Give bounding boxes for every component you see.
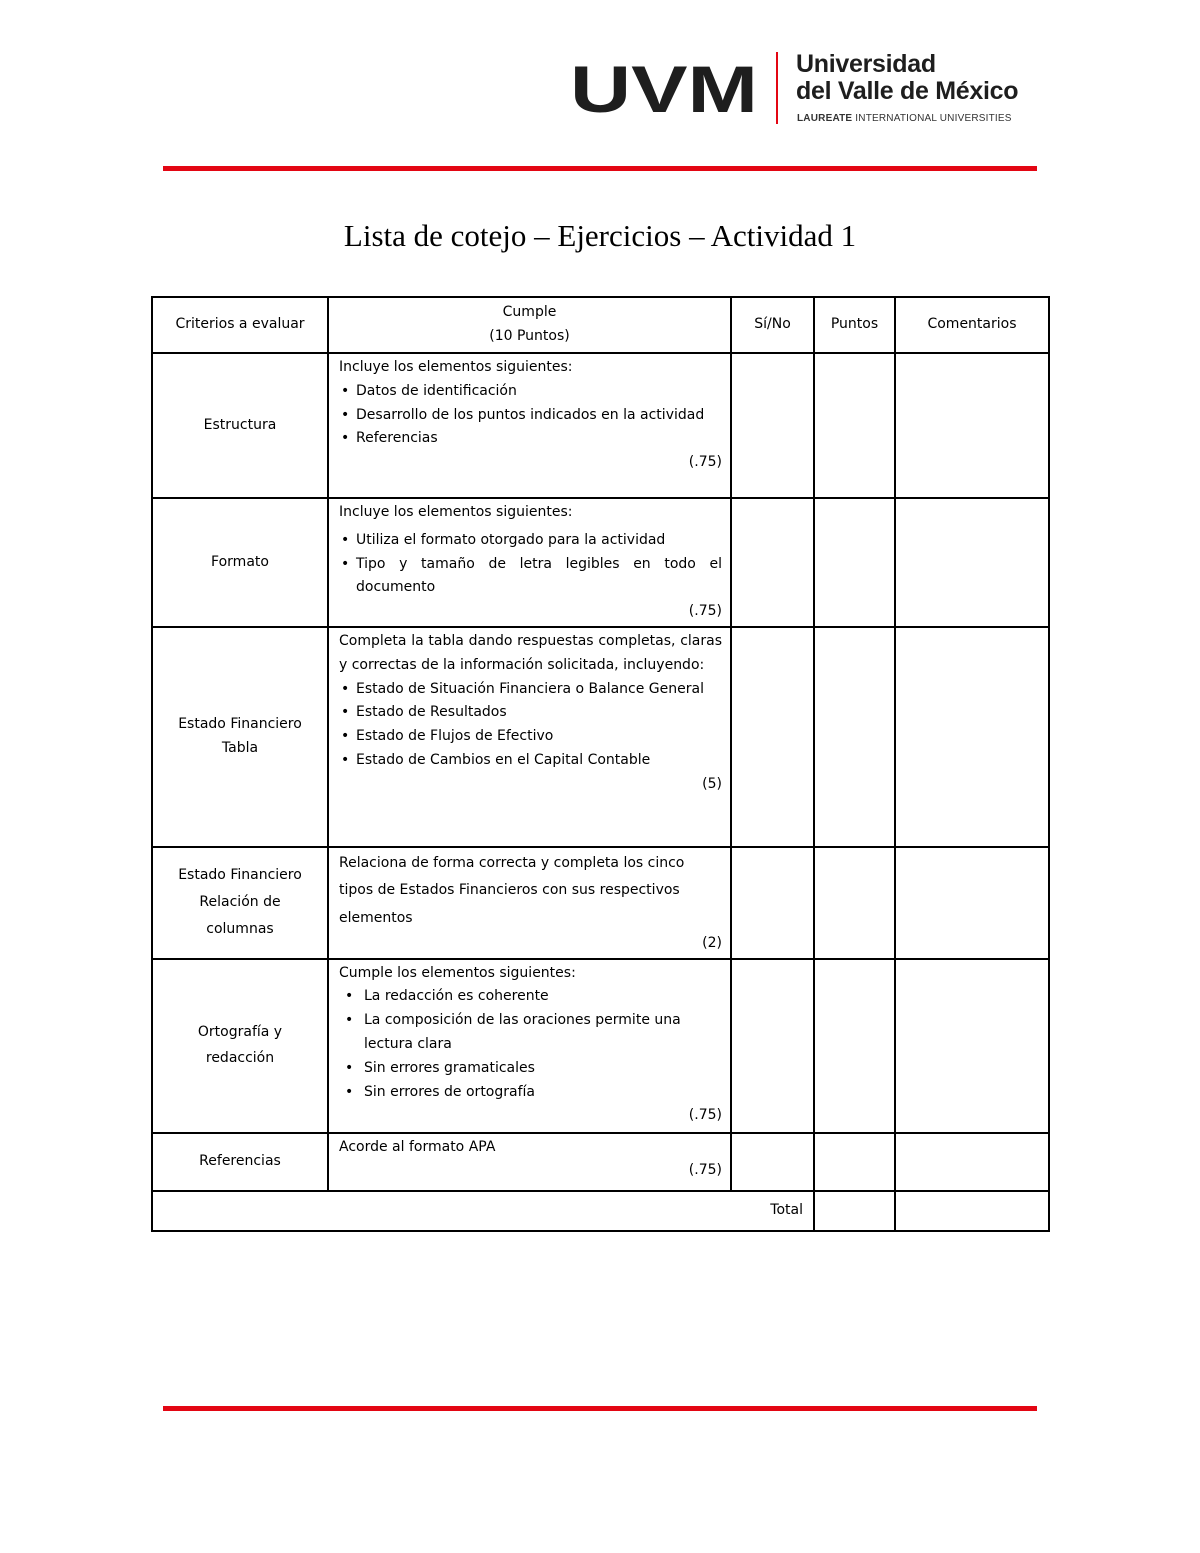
header-row: [152, 297, 1049, 353]
points-value: (2): [702, 934, 722, 951]
header-cumple-line2: (10 Puntos): [489, 328, 570, 344]
uvm-logo-mark: [570, 60, 760, 120]
list-item: • Referencias: [339, 427, 722, 451]
criterion-cell: Referencias: [152, 1133, 328, 1191]
list-item: • Sin errores de ortografía: [339, 1081, 722, 1105]
comentarios-cell[interactable]: [895, 627, 1049, 847]
description-intro: Incluye los elementos siguientes:: [339, 359, 573, 375]
total-label: Total: [152, 1191, 814, 1231]
points-value: (.75): [688, 1107, 722, 1124]
comentarios-cell[interactable]: [895, 959, 1049, 1133]
points-value: (.75): [688, 1162, 722, 1179]
university-name-line2: del Valle de México: [796, 77, 1019, 105]
table-row: [152, 959, 1049, 1133]
list-item: • Estado de Situación Financiera o Balance General: [339, 678, 722, 702]
description-cell: [328, 498, 731, 627]
logo-divider: [776, 52, 778, 124]
description-intro: Incluye los elementos siguientes:: [339, 504, 573, 520]
total-comentarios-cell[interactable]: [895, 1191, 1049, 1231]
description-cell: [328, 353, 731, 498]
comentarios-cell[interactable]: [895, 1133, 1049, 1191]
network-name-rest: INTERNATIONAL UNIVERSITIES: [852, 113, 1012, 124]
criterion-cell: [152, 847, 328, 959]
element-list: [339, 985, 722, 1104]
checklist-table: [151, 296, 1050, 1232]
total-row: [152, 1191, 1049, 1231]
header-comentarios: Comentarios: [895, 297, 1049, 353]
criterion-cell: [152, 627, 328, 847]
description-intro: Completa la tabla dando respuestas completas, claras y correctas de la información solicitada, incluyendo:: [339, 632, 722, 673]
table-row: [152, 498, 1049, 627]
criterion-cell: Estructura: [152, 353, 328, 498]
points-value: (.75): [688, 454, 722, 471]
comentarios-cell[interactable]: [895, 498, 1049, 627]
table-row: [152, 353, 1049, 498]
criterion-line: Estado Financiero: [178, 866, 302, 883]
description-intro: Relaciona de forma correcta y completa los cinco tipos de Estados Financieros con sus respectivos elementos: [339, 854, 685, 926]
points-value: (5): [702, 775, 722, 792]
criterion-line: Ortografía y: [197, 1023, 283, 1040]
puntos-cell[interactable]: [814, 959, 895, 1133]
header-puntos: Puntos: [814, 297, 895, 353]
criterion-cell: Formato: [152, 498, 328, 627]
element-list: [339, 529, 722, 600]
logo-wordmark: UVM: [570, 60, 758, 120]
criterion-line: Tabla: [221, 739, 259, 756]
list-item: • Estado de Resultados: [339, 701, 722, 725]
table-row: [152, 1133, 1049, 1191]
bottom-red-rule: [163, 1406, 1037, 1411]
si-no-cell[interactable]: [731, 959, 814, 1133]
list-item: • Utiliza el formato otorgado para la actividad: [339, 529, 722, 553]
element-list: [339, 380, 722, 451]
criterion-line: Relación de: [199, 894, 281, 911]
description-intro: Acorde al formato APA: [339, 1138, 496, 1155]
si-no-cell[interactable]: [731, 353, 814, 498]
top-red-rule: [163, 166, 1037, 171]
list-item: • La composición de las oraciones permite una lectura clara: [339, 1009, 722, 1057]
puntos-cell[interactable]: [814, 353, 895, 498]
criterion-line: redacción: [205, 1049, 275, 1066]
description-cell: [328, 627, 731, 847]
comentarios-cell[interactable]: [895, 847, 1049, 959]
list-item: • Sin errores gramaticales: [339, 1057, 722, 1081]
si-no-cell[interactable]: [731, 498, 814, 627]
table-row: [152, 627, 1049, 847]
table-row: [152, 847, 1049, 959]
total-puntos-cell[interactable]: [814, 1191, 895, 1231]
puntos-cell[interactable]: [814, 1133, 895, 1191]
puntos-cell[interactable]: [814, 498, 895, 627]
puntos-cell[interactable]: [814, 847, 895, 959]
university-name-line1: Universidad: [796, 50, 936, 78]
si-no-cell[interactable]: [731, 1133, 814, 1191]
description-cell: [328, 1133, 731, 1191]
description-cell: [328, 959, 731, 1133]
list-item: • Datos de identificación: [339, 380, 722, 404]
description-cell: [328, 847, 731, 959]
criterion-line: columnas: [206, 921, 274, 938]
comentarios-cell[interactable]: [895, 353, 1049, 498]
element-list: [339, 678, 722, 773]
description-intro: Cumple los elementos siguientes:: [339, 964, 576, 981]
puntos-cell[interactable]: [814, 627, 895, 847]
header-cumple: [328, 297, 731, 353]
header-cumple-line1: Cumple: [502, 304, 557, 321]
si-no-cell[interactable]: [731, 627, 814, 847]
si-no-cell[interactable]: [731, 847, 814, 959]
list-item: • Estado de Cambios en el Capital Contable: [339, 749, 722, 773]
document-title: Lista de cotejo – Ejercicios – Actividad 1: [343, 218, 857, 253]
points-value: (.75): [688, 603, 722, 620]
list-item: • La redacción es coherente: [339, 985, 722, 1009]
university-logo: [570, 50, 1040, 130]
list-item: • Estado de Flujos de Efectivo: [339, 725, 722, 749]
header-si-no: Sí/No: [731, 297, 814, 353]
criterion-cell: [152, 959, 328, 1133]
list-item: • Tipo y tamaño de letra legibles en todo el documento: [339, 553, 722, 601]
network-tagline: [797, 113, 1012, 124]
criterion-line: Estado Financiero: [178, 716, 302, 733]
list-item: • Desarrollo de los puntos indicados en la actividad: [339, 404, 722, 428]
network-name-bold: LAUREATE: [797, 113, 853, 124]
header-criteria: Criterios a evaluar: [152, 297, 328, 353]
